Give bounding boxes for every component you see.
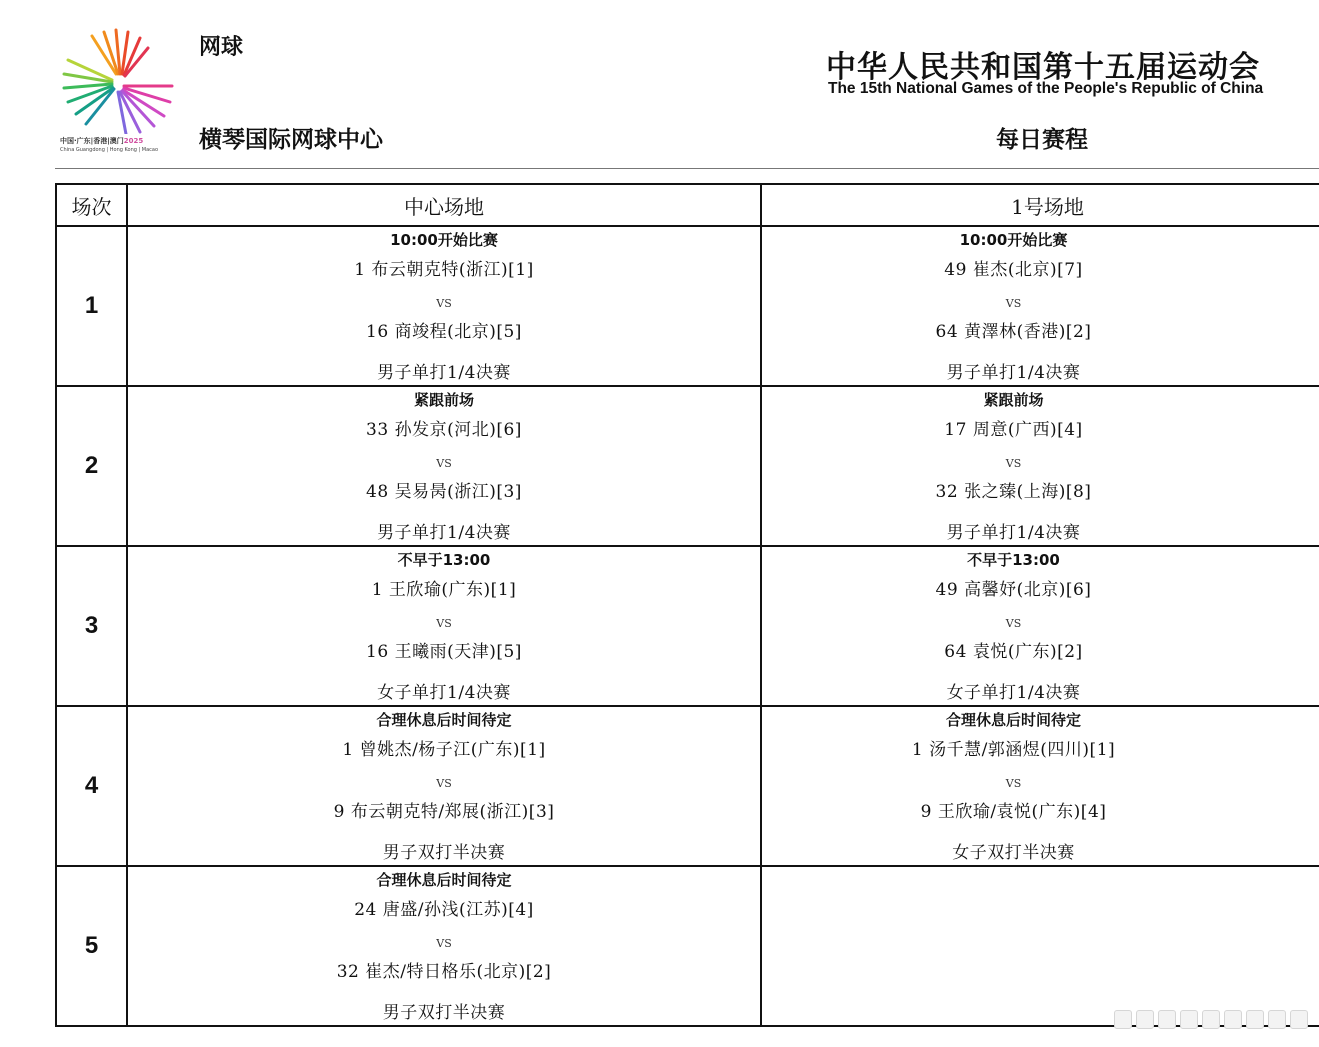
venue-title: 横琴国际网球中心 [199, 127, 383, 153]
match-cell-court-1-empty [761, 866, 1319, 1026]
player-1: 49 高馨妤(北京)[6] [935, 580, 1092, 600]
event-name: 女子双打半决赛 [952, 843, 1075, 863]
event-name: 女子单打1/4决赛 [946, 683, 1081, 703]
table-row [56, 866, 1319, 1026]
event-name: 男子单打1/4决赛 [946, 363, 1081, 383]
table-row [56, 226, 1319, 386]
player-1: 1 汤千慧/郭涵煜(四川)[1] [911, 740, 1116, 760]
vs-label: VS [436, 777, 452, 790]
event-name: 男子双打半决赛 [382, 843, 506, 863]
match-cell-center-court [127, 546, 761, 706]
player-1: 24 唐盛/孙浅(江苏)[4] [354, 900, 534, 920]
match-cell-center-court [127, 226, 761, 386]
match-cell-court-1 [761, 706, 1319, 866]
player-1: 33 孙发京(河北)[6] [366, 420, 522, 440]
player-2: 64 黄澤林(香港)[2] [935, 322, 1092, 342]
match-time: 紧跟前场 [983, 391, 1044, 409]
match-time: 10:00开始比赛 [390, 231, 498, 249]
match-cell-center-court [127, 386, 761, 546]
match-time: 不早于13:00 [967, 551, 1060, 569]
games-title-cn: 中华人民共和国第十五届运动会 [826, 50, 1260, 85]
logo-year: 2025 [123, 137, 144, 145]
match-time: 合理休息后时间待定 [376, 711, 512, 729]
vs-label: VS [436, 617, 452, 630]
games-title-en: The 15th National Games of the People's Republic of China [828, 80, 1264, 97]
document-type-title: 每日赛程 [996, 127, 1088, 153]
player-1: 17 周意(广西)[4] [944, 420, 1083, 440]
match-cell-court-1 [761, 226, 1319, 386]
column-header-court-1: 1号场地 [761, 184, 1319, 226]
event-name: 女子单打1/4决赛 [377, 683, 511, 703]
player-2: 32 张之臻(上海)[8] [935, 482, 1092, 502]
schedule-table [55, 183, 1319, 1027]
table-row [56, 386, 1319, 546]
vs-label: VS [1005, 617, 1022, 630]
logo-text-en: China Guangdong | Hong Kong | Macao [60, 147, 159, 153]
vs-label: VS [1005, 777, 1022, 790]
player-1: 49 崔杰(北京)[7] [944, 260, 1083, 280]
player-2: 48 吴易昺(浙江)[3] [366, 482, 522, 502]
round-number: 5 [56, 866, 127, 1026]
event-name: 男子单打1/4决赛 [377, 523, 511, 543]
sport-title: 网球 [199, 35, 244, 60]
event-name: 男子双打半决赛 [382, 1003, 506, 1023]
vs-label: VS [436, 937, 452, 950]
player-2: 64 袁悦(广东)[2] [944, 642, 1083, 662]
player-1: 1 布云朝克特(浙江)[1] [354, 260, 534, 280]
round-number: 3 [56, 546, 127, 706]
vs-label: VS [436, 457, 452, 470]
watermark-icon [1114, 1010, 1314, 1030]
column-header-round: 场次 [56, 184, 127, 226]
event-name: 男子单打1/4决赛 [946, 523, 1081, 543]
games-logo [60, 26, 178, 160]
match-time: 紧跟前场 [413, 391, 474, 409]
round-number: 4 [56, 706, 127, 866]
match-cell-center-court [127, 866, 761, 1026]
match-time: 10:00开始比赛 [959, 231, 1068, 249]
match-cell-center-court [127, 706, 761, 866]
player-1: 1 曾姚杰/杨子江(广东)[1] [342, 740, 546, 760]
match-time: 不早于13:00 [397, 551, 491, 569]
vs-label: VS [436, 297, 452, 310]
round-number: 1 [56, 226, 127, 386]
player-2: 9 布云朝克特/郑展(浙江)[3] [333, 802, 555, 822]
player-1: 1 王欣瑜(广东)[1] [371, 580, 517, 600]
flower-logo-icon [60, 26, 178, 134]
match-cell-court-1 [761, 386, 1319, 546]
vs-label: VS [1005, 457, 1022, 470]
match-time: 合理休息后时间待定 [376, 871, 512, 889]
table-row [56, 546, 1319, 706]
match-cell-court-1 [761, 546, 1319, 706]
column-header-center-court: 中心场地 [127, 184, 761, 226]
player-2: 32 崔杰/特日格乐(北京)[2] [336, 962, 552, 982]
vs-label: VS [1005, 297, 1022, 310]
player-2: 9 王欣瑜/袁悦(广东)[4] [920, 802, 1107, 822]
round-number: 2 [56, 386, 127, 546]
logo-text-cn: 中国·广东|香港|澳门 [60, 137, 124, 145]
player-2: 16 王曦雨(天津)[5] [366, 642, 522, 662]
table-row [56, 706, 1319, 866]
match-time: 合理休息后时间待定 [945, 711, 1081, 729]
event-name: 男子单打1/4决赛 [377, 363, 511, 383]
player-2: 16 商竣程(北京)[5] [366, 322, 522, 342]
table-header-row [56, 184, 1319, 226]
header-divider [55, 168, 1319, 169]
